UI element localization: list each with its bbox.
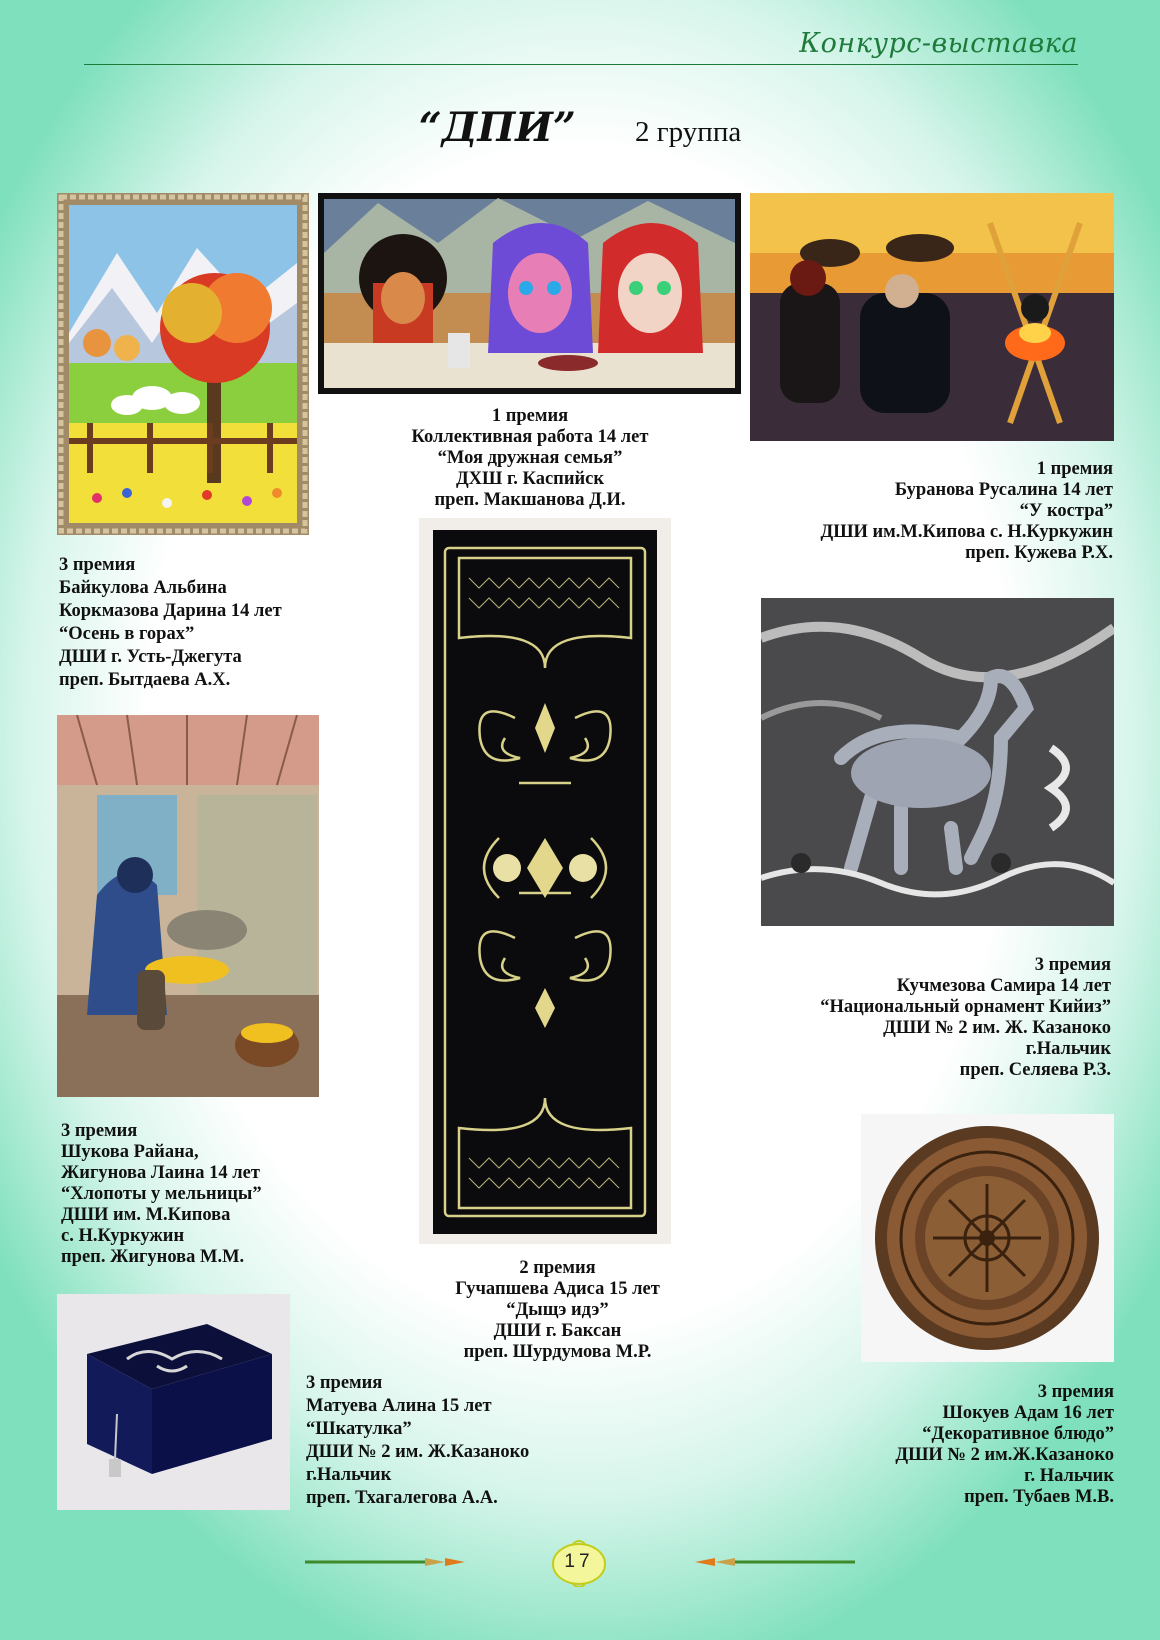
caption-at-campfire: [720, 459, 1113, 564]
page-number-badge: [549, 1537, 609, 1587]
caption-line: Жигунова Лаина 14 лет: [61, 1163, 260, 1183]
caption-line: 1 премия: [491, 406, 569, 426]
caption-line: ДШИ г. Усть-Джегута: [59, 647, 242, 667]
caption-line: “Хлопоты у мельницы”: [61, 1184, 262, 1204]
caption-line: г. Нальчик: [1024, 1466, 1114, 1486]
artwork-chores-at-mill: [57, 715, 319, 1097]
heading-main: “ДПИ”: [418, 104, 576, 151]
caption-line: преп. Селяева Р.З.: [959, 1060, 1111, 1080]
artwork-felt-horse: [761, 598, 1114, 926]
caption-line: 3 премия: [59, 555, 136, 575]
caption-line: ДШИ № 2 им. Ж.Казаноко: [306, 1442, 530, 1462]
caption-line: “Моя дружная семья”: [437, 448, 623, 468]
caption-embroidered-panel: [380, 1258, 735, 1363]
caption-line: преп. Шурдумова М.Р.: [463, 1342, 652, 1362]
header-title: Конкурс-выставка: [799, 28, 1078, 59]
caption-line: 3 премия: [306, 1373, 383, 1393]
caption-line: 1 премия: [1036, 459, 1113, 479]
brush-right-icon: [695, 1553, 855, 1571]
caption-line: “Национальный орнамент Кийиз”: [820, 997, 1111, 1017]
caption-line: ДШИ им.М.Кипова с. Н.Куркужин: [820, 522, 1113, 542]
caption-friendly-family: [330, 406, 730, 511]
artwork-autumn-mountains: [57, 193, 309, 535]
caption-line: г.Нальчик: [1025, 1039, 1111, 1059]
artwork-decorative-plate: [861, 1114, 1114, 1362]
header-rule: [84, 64, 1078, 65]
caption-line: ДШИ № 2 им.Ж.Казаноко: [895, 1445, 1114, 1465]
caption-line: 3 премия: [1034, 955, 1111, 975]
caption-line: Коркмазова Дарина 14 лет: [59, 601, 282, 621]
caption-line: ДШИ г. Баксан: [493, 1321, 622, 1341]
caption-line: преп. Кужева Р.Х.: [965, 543, 1113, 563]
caption-line: преп. Макшанова Д.И.: [434, 490, 626, 510]
caption-line: “Дыщэ идэ”: [506, 1300, 609, 1320]
caption-line: ДШИ им. М.Кипова: [61, 1205, 231, 1225]
caption-line: Буранова Русалина 14 лет: [894, 480, 1113, 500]
page-number: 17: [564, 1551, 594, 1572]
caption-line: Кучмезова Самира 14 лет: [896, 976, 1111, 996]
caption-line: 3 премия: [1037, 1382, 1114, 1402]
caption-line: преп. Тхагалегова А.А.: [306, 1488, 498, 1508]
caption-line: с. Н.Куркужин: [61, 1226, 185, 1246]
brush-left-icon: [305, 1553, 465, 1571]
caption-chores-at-mill: [61, 1121, 381, 1268]
artwork-casket: [57, 1294, 290, 1510]
caption-line: 3 премия: [61, 1121, 138, 1141]
caption-line: Шокуев Адам 16 лет: [942, 1403, 1114, 1423]
caption-autumn-mountains: [59, 554, 389, 692]
caption-line: преп. Жигунова М.М.: [61, 1247, 245, 1267]
caption-line: 2 премия: [519, 1258, 596, 1278]
caption-line: “Осень в горах”: [59, 624, 195, 644]
heading-group: 2 группа: [635, 116, 742, 148]
caption-casket: [306, 1372, 626, 1510]
page-heading: [0, 104, 1160, 151]
artwork-friendly-family: [318, 193, 741, 394]
caption-line: “Шкатулка”: [306, 1419, 412, 1439]
caption-line: “У костра”: [1019, 501, 1113, 521]
caption-decorative-plate: [780, 1382, 1114, 1508]
caption-line: Коллективная работа 14 лет: [411, 427, 649, 447]
caption-line: ДШИ № 2 им. Ж. Казаноко: [883, 1018, 1111, 1038]
artwork-at-campfire: [750, 193, 1114, 441]
caption-line: преп. Бытдаева А.Х.: [59, 670, 231, 690]
caption-line: г.Нальчик: [306, 1465, 392, 1485]
caption-line: ДХШ г. Каспийск: [455, 469, 605, 489]
caption-line: Шукова Райана,: [61, 1142, 199, 1162]
caption-line: “Декоративное блюдо”: [922, 1424, 1114, 1444]
caption-line: Матуева Алина 15 лет: [306, 1396, 492, 1416]
caption-felt-ornament: [720, 955, 1111, 1081]
caption-line: Байкулова Альбина: [59, 578, 227, 598]
caption-line: Гучапшева Адиса 15 лет: [455, 1279, 660, 1299]
caption-line: преп. Тубаев М.В.: [964, 1487, 1114, 1507]
artwork-embroidered-panel: [419, 518, 671, 1244]
